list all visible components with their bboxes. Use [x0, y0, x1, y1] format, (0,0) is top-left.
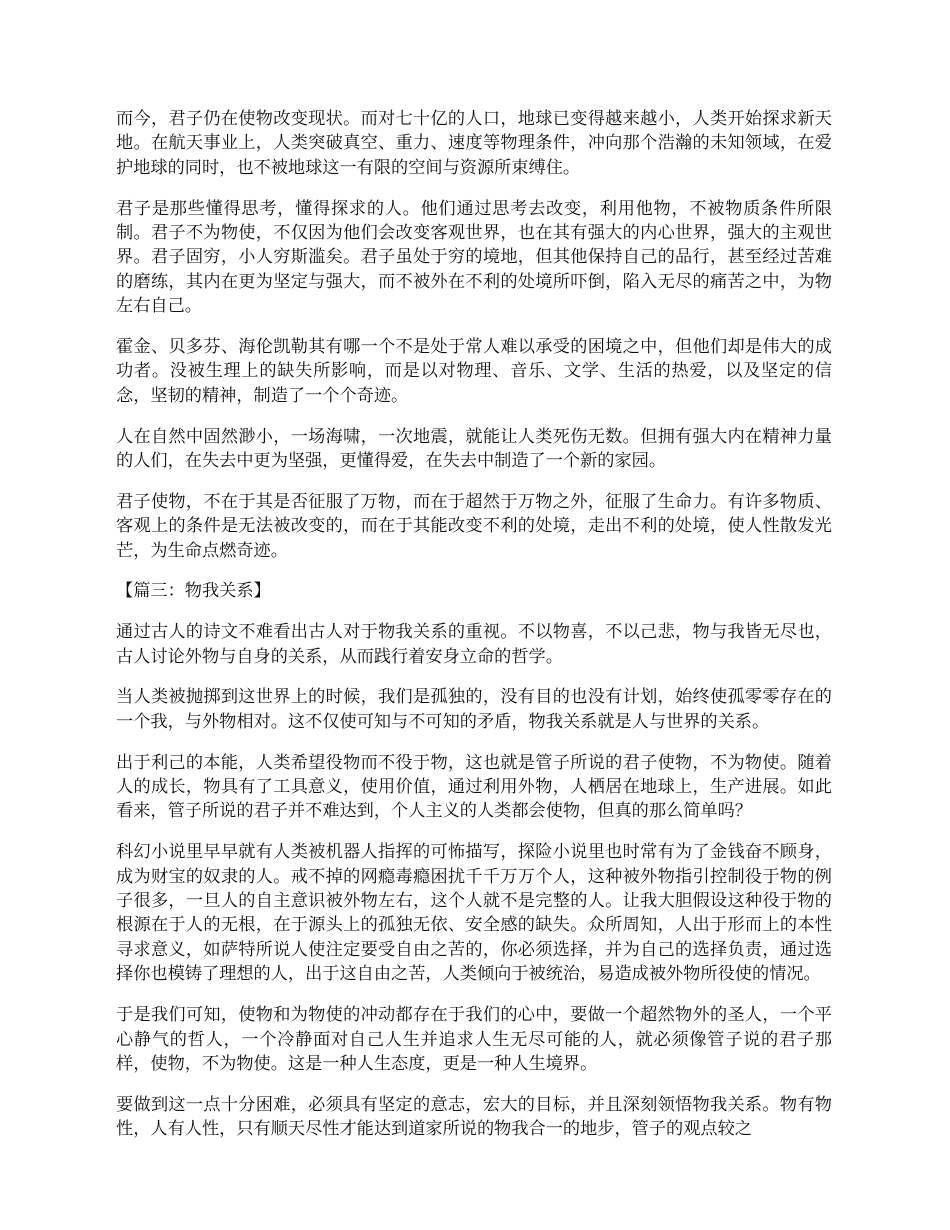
paragraph: 君子是那些懂得思考，懂得探求的人。他们通过思考去改变，利用他物，不被物质条件所限制。君子不为物使，不仅因为他们会改变客观世界，也在其有强大的内心世界，强大的主观世界。君子固穷，小人穷斯滥矣。君子虽处于穷的境地，但其他保持自己的品行，甚至经过苦难的磨练，其内在更为坚定与强大，而不被外在不利的处境所吓倒，陷入无尽的痛苦之中，为物左右自己。	[116, 198, 832, 317]
paragraph: 出于利己的本能，人类希望役物而不役于物，这也就是管子所说的君子使物，不为物使。随着人的成长，物具有了工具意义，使用价值，通过利用外物，人栖居在地球上，生产进展。如此看来，管子所说的君子并不难达到，个人主义的人类都会使物，但真的那么简单吗？	[116, 752, 832, 822]
paragraph: 人在自然中固然渺小，一场海啸，一次地震，就能让人类死伤无数。但拥有强大内在精神力量的人们，在失去中更为坚强，更懂得爱，在失去中制造了一个新的家园。	[116, 426, 832, 472]
paragraph: 科幻小说里早早就有人类被机器人指挥的可怖描写，探险小说里也时常有为了金钱奋不顾身，成为财宝的奴隶的人。戒不掉的网瘾毒瘾困扰千千万万个人，这种被外物指引控制役于物的例子很多，一旦人的自主意识被外物左右，这个人就不是完整的人。让我大胆假设这种役于物的根源在于人的无根，在于源头上的孤独无依、安全感的缺失。众所周知，人出于形而上的本性寻求意义，如萨特所说人使注定要受自由之苦的，你必须选择，并为自己的选择负责，通过选择你也模铸了理想的人，出于这自由之苦，人类倾向于被统治，易造成被外物所役使的情况。	[116, 842, 832, 985]
paragraph: 当人类被抛掷到这世界上的时候，我们是孤独的，没有目的也没有计划，始终使孤零零存在的一个我，与外物相对。这不仅使可知与不可知的矛盾，物我关系就是人与世界的关系。	[116, 687, 832, 732]
document-body	[116, 107, 832, 1142]
paragraph: 霍金、贝多芬、海伦凯勒其有哪一个不是处于常人难以承受的困境之中，但他们却是伟大的成功者。没被生理上的缺失所影响，而是以对物理、音乐、文学、生活的热爱，以及坚定的信念，坚韧的精神，制造了一个个奇迹。	[116, 337, 832, 406]
paragraph: 君子使物，不在于其是否征服了万物，而在于超然于万物之外，征服了生命力。有许多物质、客观上的条件是无法被改变的，而在于其能改变不利的处境，走出不利的处境，使人性散发光芒，为生命点燃奇迹。	[116, 491, 832, 561]
paragraph: 通过古人的诗文不难看出古人对于物我关系的重视。不以物喜，不以己悲，物与我皆无尽也，古人讨论外物与自身的关系，从而践行着安身立命的哲学。	[116, 622, 832, 667]
paragraph: 而今，君子仍在使物改变现状。而对七十亿的人口，地球已变得越来越小，人类开始探求新天地。在航天事业上，人类突破真空、重力、速度等物理条件，冲向那个浩瀚的未知领域，在爱护地球的同时，也不被地球这一有限的空间与资源所束缚住。	[116, 109, 832, 178]
paragraph: 于是我们可知，使物和为物使的冲动都存在于我们的心中，要做一个超然物外的圣人，一个平心静气的哲人，一个冷静面对自己人生并追求人生无尽可能的人，就必须像管子说的君子那样，使物，不为物使。这是一种人生态度，更是一种人生境界。	[116, 1005, 832, 1074]
paragraph: 要做到这一点十分困难，必须具有坚定的意志，宏大的目标，并且深刻领悟物我关系。物有物性，人有人性，只有顺天尽性才能达到道家所说的物我合一的地步，管子的观点较之	[116, 1094, 832, 1140]
section-heading: 【篇三：物我关系】	[116, 581, 271, 602]
